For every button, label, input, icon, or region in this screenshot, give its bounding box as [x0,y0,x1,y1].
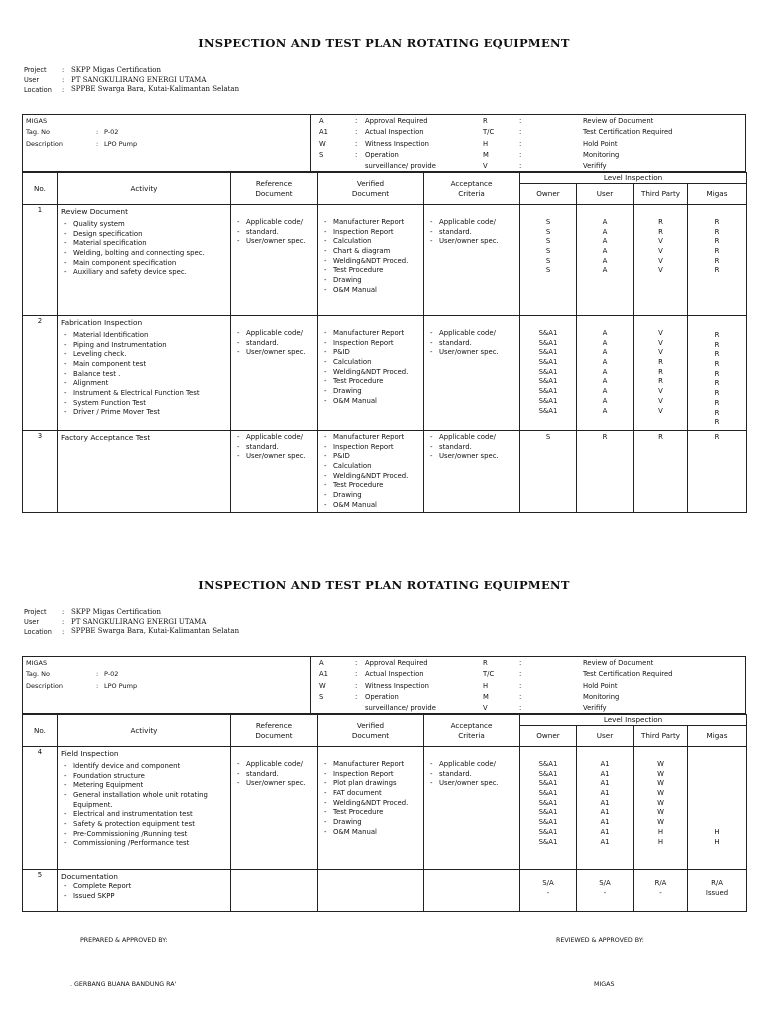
migas-levels: R/A Issued [688,870,747,912]
itp-table-1 [22,172,747,513]
meta-row-user: User : PT SANGKULIRANG ENERGI UTAMA [24,617,207,626]
col-level-inspection: Level Inspection [520,173,747,184]
tag-label: Tag. No [26,670,50,679]
meta-value: SPPBE Swarga Bara, Kutai-Kalimantan Selatan [71,627,240,636]
owner-levels: S/A - [520,870,577,912]
meta-key: Location [24,85,52,94]
tag-value: P-02 [104,670,119,679]
user-levels: A1 A1 A1 A1 A1 A1 A1 A1 A1 [577,747,634,870]
meta-key: Project [24,608,47,617]
meta-value: SKPP Migas Certification [71,66,161,75]
col-level-inspection: Level Inspection [520,715,747,726]
col-owner: Owner [520,726,577,747]
col-no: No. [23,173,58,205]
meta-row-project: Project : SKPP Migas Certification [24,608,161,617]
col-acceptance: Acceptance Criteria [424,173,520,205]
itp-table-2 [22,714,747,912]
meta-value: PT SANGKULIRANG ENERGI UTAMA [71,617,207,626]
col-reference: Reference Document [231,173,318,205]
activity-cell: Fabrication Inspection - Material Identification - Piping and Instrumentation - Leveling check. - Main component test - Balance test . - Alignment - Instrument & Electrical Function Test - System Function Test - Driver / Prime Mover Test [58,316,231,431]
project-meta [24,66,239,95]
meta-row-location: Location : SPPBE Swarga Bara, Kutai-Kalimantan Selatan [24,85,240,94]
row-no: 2 [23,316,58,431]
col-migas: Migas [688,184,747,205]
description-label: Description [26,139,64,148]
verified-cell: - Manufacturer Report - Inspection Report - Plot plan drawings - FAT document - Welding&NDT Proced. - Test Procedure - Drawing - O&M Manual [318,747,424,870]
col-acceptance: Acceptance Criteria [424,715,520,747]
legend-row: surveillance/ provide V : Verifify [365,162,607,171]
legend-row: S : Operation M : Monitoring [319,692,620,701]
user-levels: R [577,430,634,513]
reference-cell: - Applicable code/ - standard. - User/owner spec. [231,747,318,870]
acceptance-cell: - Applicable code/ - standard. - User/owner spec. [424,430,520,513]
activity-cell: Documentation - Complete Report - Issued SKPP [58,870,231,912]
user-levels: S/A - [577,870,634,912]
col-third-party: Third Party [634,726,688,747]
col-reference: Reference Document [231,715,318,747]
table-row [23,430,747,513]
activity-cell: Review Document - Quality system - Design specification - Material specification - Welding, bolting and connecting spec. - Main component specification - Auxiliary and safety device spec. [58,205,231,316]
owner-levels: S&A1 S&A1 S&A1 S&A1 S&A1 S&A1 S&A1 S&A1 S&A1 [520,316,577,431]
third-party-levels: R R V V V V [634,205,688,316]
legend-row: A1 : Actual Inspection T/C : Test Certification Required [319,128,673,137]
reference-cell: - Applicable code/ - standard. - User/owner spec. [231,205,318,316]
description-value: LPO Pump [104,139,138,148]
legend-row: A : Approval Required R : Review of Document [319,659,654,668]
table-row [23,870,747,912]
col-third-party: Third Party [634,184,688,205]
equipment-header-box [22,656,746,714]
org-label: MIGAS [26,117,48,126]
col-owner: Owner [520,184,577,205]
reference-cell: - Applicable code/ - standard. - User/owner spec. [231,316,318,431]
row-no: 5 [23,870,58,912]
meta-key: Project [24,66,47,75]
col-user: User [577,184,634,205]
prepared-by-name: . GERBANG BUANA BANDUNG RA' [70,981,177,988]
migas-levels: R R R R R R [688,205,747,316]
row-no: 4 [23,747,58,870]
third-party-levels: W W W W W W W H H [634,747,688,870]
meta-row-project: Project : SKPP Migas Certification [24,66,161,75]
row-no: 1 [23,205,58,316]
col-activity: Activity [58,173,231,205]
migas-levels: R R R R R R R R R R [688,316,747,431]
meta-value: SPPBE Swarga Bara, Kutai-Kalimantan Selatan [71,85,240,94]
owner-levels: S [520,430,577,513]
description-value: LPO Pump [104,681,138,690]
table-row [23,205,747,316]
meta-value: PT SANGKULIRANG ENERGI UTAMA [71,75,207,84]
verified-cell: - Manufacturer Report - Inspection Report - Calculation - Chart & diagram - Welding&NDT Proced. - Test Procedure - Drawing - O&M Manual [318,205,424,316]
meta-key: Location [24,627,52,636]
migas-levels: H H [688,747,747,870]
description-label: Description [26,681,64,690]
legend-row: surveillance/ provide V : Verifify [365,704,607,713]
tag-label: Tag. No [26,128,50,137]
user-levels: A A A A A A [577,205,634,316]
owner-levels: S S S S S S [520,205,577,316]
col-verified: Verified Document [318,173,424,205]
col-verified: Verified Document [318,715,424,747]
equipment-header-box [22,114,746,172]
table-row [23,747,747,870]
verified-cell: - Manufacturer Report - Inspection Report - P&ID - Calculation - Welding&NDT Proced. - Test Procedure - Drawing - O&M Manual [318,430,424,513]
third-party-levels: R/A - [634,870,688,912]
row-no: 3 [23,430,58,513]
meta-value: SKPP Migas Certification [71,608,161,617]
legend-row: S : Operation M : Monitoring [319,150,620,159]
legend-row: W : Witness Inspection H : Hold Point [319,681,618,690]
meta-key: User [24,617,40,626]
third-party-levels: V V V R R R V V V [634,316,688,431]
reference-cell: - Applicable code/ - standard. - User/owner spec. [231,430,318,513]
user-levels: A A A A A A A A A [577,316,634,431]
verified-cell [318,870,424,912]
col-user: User [577,726,634,747]
prepared-by-label: PREPARED & APPROVED BY: [80,937,168,944]
code-legend [319,658,743,714]
third-party-levels: R [634,430,688,513]
code-legend [319,116,743,172]
acceptance-cell: - Applicable code/ - standard. - User/owner spec. [424,205,520,316]
legend-row: A : Approval Required R : Review of Document [319,117,654,126]
project-meta [24,608,239,637]
tag-value: P-02 [104,128,119,137]
meta-key: User [24,75,40,84]
document-title: INSPECTION AND TEST PLAN ROTATING EQUIPMENT [198,36,570,50]
reference-cell [231,870,318,912]
reviewed-by-label: REVIEWED & APPROVED BY: [556,937,644,944]
activity-cell: Field Inspection - Identify device and component - Foundation structure - Metering Equipment - General installation whole unit rotating Equipment. - Electrical and instrumentation test - Safety & protection equipment test - Pre-Commissioning /Running test - Commissioning /Performance test [58,747,231,870]
document-title: INSPECTION AND TEST PLAN ROTATING EQUIPMENT [198,578,570,592]
col-activity: Activity [58,715,231,747]
acceptance-cell [424,870,520,912]
meta-row-user: User : PT SANGKULIRANG ENERGI UTAMA [24,75,207,84]
table-row [23,316,747,431]
migas-levels: R [688,430,747,513]
acceptance-cell: - Applicable code/ - standard. - User/owner spec. [424,316,520,431]
equipment-info: MIGAS Tag. No : P-02 Description : LPO Pump [23,657,311,714]
col-no: No. [23,715,58,747]
verified-cell: - Manufacturer Report - Inspection Report - P&ID - Calculation - Welding&NDT Proced. - Test Procedure - Drawing - O&M Manual [318,316,424,431]
legend-row: A1 : Actual Inspection T/C : Test Certification Required [319,670,673,679]
owner-levels: S&A1 S&A1 S&A1 S&A1 S&A1 S&A1 S&A1 S&A1 S&A1 [520,747,577,870]
col-migas: Migas [688,726,747,747]
equipment-info: MIGAS Tag. No : P-02 Description : LPO Pump [23,115,311,172]
meta-row-location: Location : SPPBE Swarga Bara, Kutai-Kalimantan Selatan [24,627,240,636]
legend-row: W : Witness Inspection H : Hold Point [319,139,618,148]
acceptance-cell: - Applicable code/ - standard. - User/owner spec. [424,747,520,870]
org-label: MIGAS [26,659,48,668]
activity-cell: Factory Acceptance Test [58,430,231,513]
reviewed-by-name: MIGAS [594,981,615,988]
